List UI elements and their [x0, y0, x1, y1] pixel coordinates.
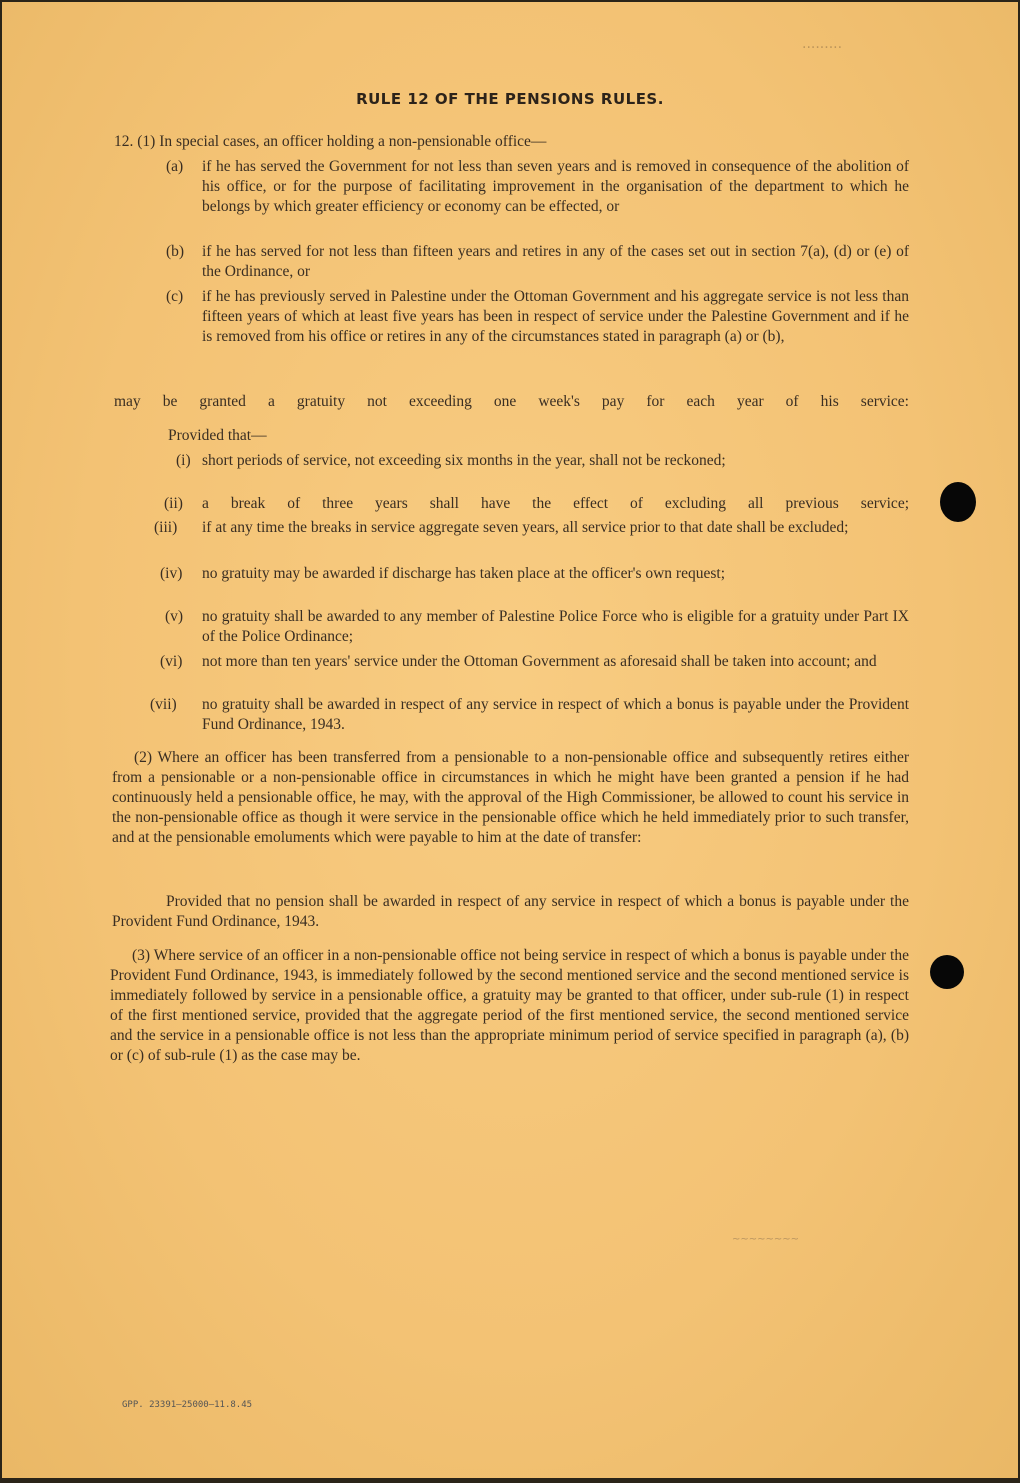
proviso-ii-label: (ii) — [164, 495, 183, 512]
rule-intro: 12. (1) In special cases, an officer holding a non-pensionable office— — [114, 133, 547, 150]
proviso-vi-text: not more than ten years' service under the Ottoman Government as aforesaid shall be taken into account; and — [202, 653, 877, 670]
punch-hole-upper — [940, 482, 976, 522]
proviso-vi-label: (vi) — [160, 653, 183, 670]
clause-b-label: (b) — [166, 243, 185, 260]
proviso-i-text: short periods of service, not exceeding six months in the year, shall not be reckoned; — [202, 452, 726, 469]
grant-line: may be granted a gratuity not exceeding one week's pay for each year of his service: — [114, 393, 909, 410]
clause-b-text: if he has served for not less than fifteen years and retires in any of the cases set out in section 7(a), (d) or (e) of the Ordinance, or — [202, 243, 909, 280]
clause-a-label: (a) — [166, 158, 184, 175]
pencil-mark: ~~~~~~~~ — [732, 1234, 800, 1245]
paragraph-2-proviso: Provided that no pension shall be awarded in respect of any service in respect of which a bonus is payable under the Provident Fund Ordinance, 1943. — [112, 893, 909, 930]
faded-marking: ········· — [802, 40, 843, 56]
provided-intro: Provided that— — [168, 427, 267, 444]
clause-a-text: if he has served the Government for not less than seven years and is removed in consequence of the abolition of his office, or for the purpose of facilitating improvement in the organisation of the department to which he belongs by which greater efficiency or economy can be effected, or — [202, 158, 909, 215]
proviso-v-label: (v) — [165, 608, 184, 625]
proviso-i-label: (i) — [176, 452, 191, 469]
proviso-ii-text: a break of three years shall have the effect of excluding all previous service; — [202, 495, 909, 512]
document-title: RULE 12 OF THE PENSIONS RULES. — [356, 90, 664, 108]
clause-c-label: (c) — [166, 288, 184, 305]
proviso-iv-text: no gratuity may be awarded if discharge has taken place at the officer's own request; — [202, 565, 725, 582]
proviso-iii-text: if at any time the breaks in service aggregate seven years, all service prior to that date shall be excluded; — [202, 519, 849, 536]
proviso-vii-text: no gratuity shall be awarded in respect of any service in respect of which a bonus is payable under the Provident Fund Ordinance, 1943. — [202, 696, 909, 733]
proviso-iii-label: (iii) — [154, 519, 178, 536]
print-reference: GPP. 23391—25000—11.8.45 — [122, 1400, 253, 1410]
paragraph-2: (2) Where an officer has been transferred from a pensionable to a non-pensionable office and subsequently retires either from a pensionable or a non-pensionable office in circumstances in which he might have been granted a pension if he had continuously held a pensionable office, he may, with the approval of the High Commissioner, be allowed to count his service in the non-pensionable office as though it were service in the pensionable office which he held immediately prior to such transfer, and at the pensionable emoluments which were payable to him at the date of transfer: — [112, 749, 909, 846]
proviso-vii-label: (vii) — [150, 696, 177, 713]
punch-hole-lower — [930, 955, 964, 989]
paragraph-3: (3) Where service of an officer in a non-pensionable office not being service in respect of which a bonus is payable under the Provident Fund Ordinance, 1943, is immediately followed by the second mentioned service and the second mentioned service is immediately followed by service in a pensionable office, a gratuity may be granted to that officer, under sub-rule (1) in respect of the first mentioned service, provided that the aggregate period of the first mentioned service, the second mentioned service and the service in a pensionable office is not less than the appropriate minimum period of service specified in paragraph (a), (b) or (c) of sub-rule (1) as the case may be. — [110, 947, 909, 1064]
document-page — [2, 2, 1018, 1478]
proviso-iv-label: (iv) — [160, 565, 183, 582]
proviso-v-text: no gratuity shall be awarded to any member of Palestine Police Force who is eligible for a gratuity under Part IX of the Police Ordinance; — [202, 608, 909, 645]
clause-c-text: if he has previously served in Palestine under the Ottoman Government and his aggregate service is not less than fifteen years of which at least five years has been in respect of service under the Palestine Government and if he is removed from his office or retires in any of the circumstances stated in paragraph (a) or (b), — [202, 288, 909, 345]
